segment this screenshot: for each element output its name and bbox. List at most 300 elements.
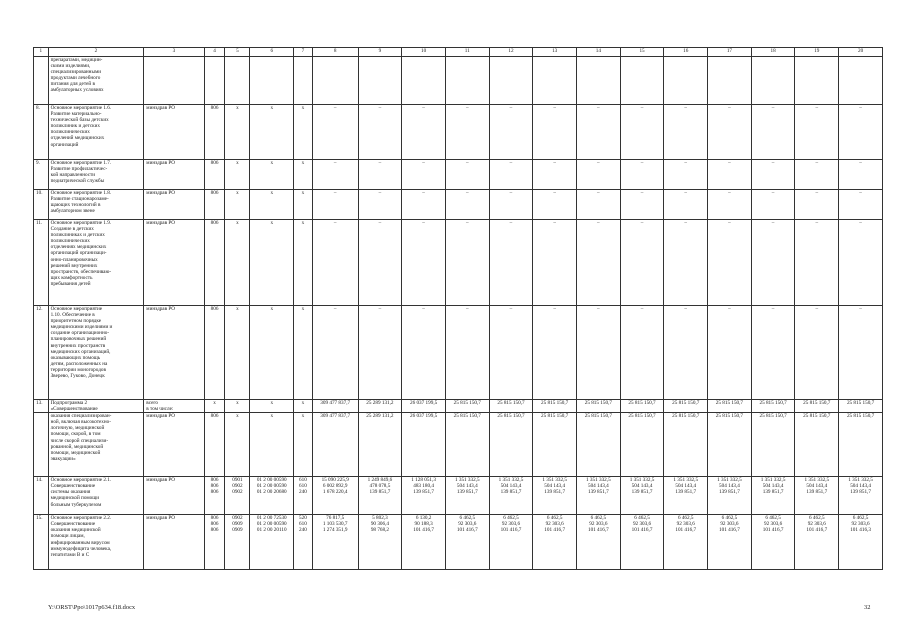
table-row bbox=[34, 105, 883, 160]
cell-line: – bbox=[728, 220, 731, 226]
cell-line: Развитие материально- bbox=[50, 111, 102, 118]
cell-line: пребывания детей bbox=[50, 280, 91, 287]
cell-line: х bbox=[301, 190, 305, 196]
column-header-10: 10 bbox=[402, 48, 446, 57]
cell-line: х bbox=[301, 413, 305, 420]
table-cell-col-6 bbox=[250, 400, 294, 413]
cell-line: 504 143,4 bbox=[762, 483, 784, 490]
table-cell-col-12 bbox=[489, 220, 533, 306]
cell-line: х bbox=[270, 306, 274, 312]
table-cell-col-20 bbox=[839, 220, 883, 306]
table-cell-col-20 bbox=[839, 306, 883, 400]
column-header-2: 2 bbox=[48, 48, 144, 57]
table-cell-col-8 bbox=[312, 413, 358, 477]
cell-line: х bbox=[213, 400, 216, 406]
table-cell-col-9 bbox=[358, 515, 402, 570]
table-row bbox=[34, 413, 883, 477]
table-cell-col-16 bbox=[664, 400, 708, 413]
table-cell-col-4 bbox=[204, 220, 225, 306]
cell-line: 139 851,7 bbox=[762, 489, 784, 496]
cell-line: 25 289 131,2 bbox=[366, 400, 394, 406]
cell-line: помощи лицам, bbox=[50, 533, 85, 540]
cell-line: – bbox=[378, 105, 382, 111]
cell-line: отделений медицинских bbox=[50, 135, 105, 142]
table-cell-col-10 bbox=[402, 477, 446, 515]
table-cell-col-7 bbox=[294, 57, 313, 105]
cell-line: – bbox=[640, 160, 644, 166]
table-cell-col-12 bbox=[489, 477, 533, 515]
cell-line: – bbox=[465, 306, 469, 312]
cell-line: – bbox=[684, 190, 688, 196]
cell-line: 25 815 150,7 bbox=[541, 400, 569, 406]
cell-line: медицинских организаций, bbox=[50, 348, 111, 355]
table-cell-col-7 bbox=[294, 413, 313, 477]
cell-line: 806 bbox=[210, 220, 219, 226]
table-cell-col-20 bbox=[839, 190, 883, 220]
cell-line: 25 815 150,7 bbox=[803, 400, 831, 406]
table-cell-col-3 bbox=[144, 105, 204, 160]
cell-line: отделениях медицинских bbox=[50, 244, 107, 251]
table-cell-col-7 bbox=[294, 400, 313, 413]
cell-line: 309 477 837,7 bbox=[320, 413, 351, 420]
cell-line: 1 103 530,7 bbox=[322, 521, 348, 528]
table-cell-col-6 bbox=[250, 190, 294, 220]
cell-line: 139 851,7 bbox=[369, 489, 391, 496]
cell-line: 1 351 332,5 bbox=[717, 477, 742, 484]
cell-line: – bbox=[859, 306, 862, 312]
cell-line: Основное мероприятие 1.7. bbox=[50, 160, 112, 166]
cell-line: х bbox=[301, 306, 305, 312]
cell-line: 01 2 00 00590 bbox=[256, 521, 287, 528]
table-cell-col-2 bbox=[48, 306, 144, 400]
column-header-5: 5 bbox=[225, 48, 250, 57]
table-cell-col-18 bbox=[751, 105, 795, 160]
cell-line: 11. bbox=[36, 220, 43, 226]
table-cell-col-6 bbox=[250, 220, 294, 306]
cell-line: 6 462,5 bbox=[503, 515, 519, 522]
table-cell-col-8 bbox=[312, 105, 358, 160]
table-cell-col-17 bbox=[708, 160, 752, 190]
table-cell-col-11 bbox=[445, 57, 489, 105]
table-cell-col-16 bbox=[664, 160, 708, 190]
cell-line: 139 851,7 bbox=[456, 489, 478, 496]
table-cell-col-5 bbox=[225, 57, 250, 105]
cell-line: 25 815 150,7 bbox=[584, 400, 612, 406]
table-cell-col-20 bbox=[839, 160, 883, 190]
table-cell-col-14 bbox=[577, 190, 621, 220]
cell-line: 610 bbox=[299, 521, 307, 528]
cell-line: – bbox=[815, 220, 819, 226]
cell-line: поликлинических bbox=[50, 129, 90, 136]
cell-line: амбулаторных условиях bbox=[50, 87, 104, 94]
table-cell-col-19 bbox=[795, 105, 839, 160]
cell-line: 01 2 00 20110 bbox=[256, 527, 287, 534]
table-cell-col-12 bbox=[489, 160, 533, 190]
cell-line: щих комфортность bbox=[50, 274, 93, 281]
table-cell-col-18 bbox=[751, 306, 795, 400]
cell-line: – bbox=[684, 306, 688, 312]
cell-line: оказания специализирован- bbox=[50, 413, 112, 420]
cell-line: 101 416,7 bbox=[587, 527, 609, 534]
table-cell-col-19 bbox=[795, 515, 839, 570]
table-cell-col-3 bbox=[144, 515, 204, 570]
cell-line: – bbox=[553, 105, 556, 111]
cell-line: х bbox=[236, 105, 239, 111]
cell-line: – bbox=[815, 306, 819, 312]
cell-line: 25 815 150,7 bbox=[759, 400, 787, 406]
cell-line: 806 bbox=[210, 413, 219, 420]
cell-line: – bbox=[333, 190, 337, 196]
cell-line: приоритетном порядке bbox=[50, 318, 102, 325]
table-cell-col-15 bbox=[620, 413, 664, 477]
table-cell-col-2 bbox=[48, 477, 144, 515]
cell-line: 806 bbox=[210, 160, 219, 166]
table-cell-col-4 bbox=[204, 515, 225, 570]
cell-line: 1 351 332,5 bbox=[673, 477, 699, 484]
cell-line: – bbox=[859, 220, 862, 226]
cell-line: 25 815 150,7 bbox=[672, 400, 700, 406]
cell-line: – bbox=[771, 220, 775, 226]
cell-line: – bbox=[728, 306, 731, 312]
column-header-3: 3 bbox=[144, 48, 204, 57]
cell-line: – bbox=[728, 190, 731, 196]
cell-line: системы оказания bbox=[50, 489, 91, 496]
table-cell-col-6 bbox=[250, 105, 294, 160]
cell-line: – bbox=[465, 190, 469, 196]
column-header-18: 18 bbox=[751, 48, 795, 57]
table-cell-col-16 bbox=[664, 413, 708, 477]
table-cell-col-14 bbox=[577, 160, 621, 190]
table-cell-col-2 bbox=[48, 220, 144, 306]
cell-line: – bbox=[597, 105, 600, 111]
cell-line: 98 768,2 bbox=[370, 527, 389, 534]
table-cell-col-13 bbox=[533, 477, 577, 515]
cell-line: 15 090 225,9 bbox=[321, 477, 349, 484]
table-cell-col-2 bbox=[48, 160, 144, 190]
cell-line: – bbox=[640, 306, 644, 312]
cell-line: 504 143,4 bbox=[631, 483, 653, 490]
table-cell-col-15 bbox=[620, 105, 664, 160]
table-cell-col-17 bbox=[708, 413, 752, 477]
table-cell-col-17 bbox=[708, 306, 752, 400]
table-cell-col-7 bbox=[294, 515, 313, 570]
cell-line: Основное мероприятие 1.6. bbox=[50, 105, 112, 111]
cell-line: 520 bbox=[299, 515, 307, 522]
table-cell-col-14 bbox=[577, 220, 621, 306]
table-cell-col-1 bbox=[34, 160, 49, 190]
cell-line: 25 815 150,7 bbox=[759, 413, 787, 420]
cell-line: 92 303,6 bbox=[807, 521, 826, 528]
table-cell-col-3 bbox=[144, 160, 204, 190]
cell-line: – bbox=[771, 190, 775, 196]
table-cell-col-17 bbox=[708, 220, 752, 306]
table-cell-col-8 bbox=[312, 57, 358, 105]
cell-line: – bbox=[597, 190, 600, 196]
table-cell-col-8 bbox=[312, 306, 358, 400]
cell-line: 25 815 150,7 bbox=[497, 413, 525, 420]
table-cell-col-9 bbox=[358, 160, 402, 190]
cell-line: Развитие стационарозаме- bbox=[50, 196, 109, 203]
cell-line: 26 037 199,5 bbox=[409, 400, 438, 406]
cell-line: 01 2 00 00590 bbox=[256, 483, 287, 490]
cell-line: минздрав РО bbox=[146, 190, 176, 196]
table-cell-col-6 bbox=[250, 413, 294, 477]
table-cell-col-17 bbox=[708, 477, 752, 515]
cell-line: 25 815 150,7 bbox=[628, 400, 656, 406]
table-cell-col-17 bbox=[708, 105, 752, 160]
cell-line: пространств, обеспечиваю- bbox=[50, 268, 112, 275]
cell-line: – bbox=[640, 220, 644, 226]
cell-line: 0909 bbox=[232, 521, 243, 528]
cell-line: 1 351 332,5 bbox=[804, 477, 830, 484]
table-cell-col-4 bbox=[204, 105, 225, 160]
table-cell-col-7 bbox=[294, 105, 313, 160]
cell-line: больным туберкулезом bbox=[50, 501, 102, 508]
table-cell-col-10 bbox=[402, 306, 446, 400]
table-cell-col-19 bbox=[795, 413, 839, 477]
cell-line: 90 188,3 bbox=[414, 521, 433, 528]
cell-line: 101 416,3 bbox=[850, 527, 871, 534]
cell-line: поликлинических bbox=[50, 238, 90, 245]
cell-line: минздрав РО bbox=[146, 105, 176, 111]
table-cell-col-1 bbox=[34, 57, 49, 105]
cell-line: 610 bbox=[299, 477, 307, 484]
table-cell-col-9 bbox=[358, 306, 402, 400]
table-cell-col-20 bbox=[839, 477, 883, 515]
cell-line: 01 2 00 20680 bbox=[256, 489, 287, 496]
column-header-9: 9 bbox=[358, 48, 402, 57]
table-cell-col-4 bbox=[204, 190, 225, 220]
table-cell-col-19 bbox=[795, 220, 839, 306]
cell-line: – bbox=[422, 220, 425, 226]
table-cell-col-4 bbox=[204, 57, 225, 105]
table-cell-col-18 bbox=[751, 57, 795, 105]
table-cell-col-2 bbox=[48, 105, 144, 160]
cell-line: 25 815 150,7 bbox=[453, 400, 481, 406]
cell-line: 92 303,6 bbox=[545, 521, 564, 528]
table-cell-col-9 bbox=[358, 220, 402, 306]
cell-line: х bbox=[270, 413, 274, 420]
cell-line: 1 351 332,5 bbox=[498, 477, 524, 484]
cell-line: – bbox=[553, 220, 556, 226]
cell-line: рованной, медицинской bbox=[50, 443, 104, 450]
cell-line: 6 462,5 bbox=[459, 515, 476, 522]
cell-line: 504 143,4 bbox=[719, 483, 740, 490]
table-cell-col-20 bbox=[839, 413, 883, 477]
cell-line: Создание в детских bbox=[50, 226, 94, 233]
table-cell-col-13 bbox=[533, 220, 577, 306]
cell-line: – bbox=[422, 306, 425, 312]
table-cell-col-11 bbox=[445, 190, 489, 220]
cell-line: поликлиник и детских bbox=[50, 123, 101, 130]
table-cell-col-4 bbox=[204, 306, 225, 400]
cell-line: питания для детей в bbox=[50, 81, 95, 88]
cell-line: 1 351 332,5 bbox=[454, 477, 480, 484]
column-header-11: 11 bbox=[445, 48, 489, 57]
table-cell-col-19 bbox=[795, 190, 839, 220]
cell-line: 92 303,6 bbox=[676, 521, 695, 528]
cell-line: – bbox=[640, 190, 644, 196]
column-header-1: 1 bbox=[34, 48, 49, 57]
cell-line: 25 815 150,7 bbox=[497, 400, 525, 406]
table-cell-col-12 bbox=[489, 190, 533, 220]
table-cell-col-10 bbox=[402, 400, 446, 413]
cell-line: 139 851,7 bbox=[719, 489, 740, 496]
cell-line: 25 815 150,7 bbox=[541, 413, 569, 420]
table-cell-col-10 bbox=[402, 160, 446, 190]
cell-line: 6 462,5 bbox=[634, 515, 650, 522]
cell-line: 139 851,7 bbox=[587, 489, 609, 496]
table-cell-col-16 bbox=[664, 105, 708, 160]
cell-line: 6 130,2 bbox=[415, 515, 432, 522]
table-cell-col-18 bbox=[751, 190, 795, 220]
cell-line: 25 815 150,7 bbox=[715, 413, 744, 420]
cell-line: – bbox=[771, 306, 775, 312]
cell-line: 1 351 332,5 bbox=[848, 477, 873, 484]
table-row bbox=[34, 400, 883, 413]
cell-line: 806 bbox=[210, 489, 219, 496]
cell-line: – bbox=[553, 190, 556, 196]
cell-line: х bbox=[270, 160, 274, 166]
table-cell-col-8 bbox=[312, 190, 358, 220]
cell-line: – bbox=[684, 220, 688, 226]
cell-line: х bbox=[236, 400, 239, 406]
cell-line: 101 416,7 bbox=[500, 527, 522, 534]
cell-line: 806 bbox=[210, 105, 219, 111]
cell-line: продуктами лечебного bbox=[50, 75, 101, 82]
cell-line: х bbox=[236, 220, 239, 226]
cell-line: – bbox=[422, 190, 425, 196]
table-cell-col-1 bbox=[34, 477, 49, 515]
table-cell-col-5 bbox=[225, 413, 250, 477]
table-cell-col-13 bbox=[533, 57, 577, 105]
table-cell-col-12 bbox=[489, 306, 533, 400]
table-cell-col-5 bbox=[225, 160, 250, 190]
cell-line: – bbox=[465, 105, 469, 111]
table-cell-col-5 bbox=[225, 190, 250, 220]
cell-line: 0909 bbox=[232, 527, 243, 534]
cell-line: – bbox=[422, 160, 425, 166]
table-cell-col-18 bbox=[751, 413, 795, 477]
cell-line: 504 143,4 bbox=[456, 483, 478, 490]
table-cell-col-12 bbox=[489, 515, 533, 570]
table-cell-col-12 bbox=[489, 105, 533, 160]
cell-line: – bbox=[465, 160, 469, 166]
cell-line: 806 bbox=[210, 306, 219, 312]
cell-line: Основное мероприятие 1.9. bbox=[50, 220, 112, 226]
cell-line: 1 351 332,5 bbox=[542, 477, 567, 484]
cell-line: – bbox=[728, 105, 731, 111]
table-cell-col-10 bbox=[402, 413, 446, 477]
cell-line: Зверево, Гуково, Донецк bbox=[50, 373, 105, 380]
cell-line: – bbox=[815, 160, 819, 166]
cell-line: 504 143,4 bbox=[675, 483, 697, 490]
table-cell-col-11 bbox=[445, 515, 489, 570]
cell-line: – bbox=[728, 160, 731, 166]
cell-line: 6 462,5 bbox=[546, 515, 563, 522]
table-cell-col-14 bbox=[577, 105, 621, 160]
table-cell-col-16 bbox=[664, 220, 708, 306]
table-cell-col-1 bbox=[34, 105, 49, 160]
table-cell-col-8 bbox=[312, 220, 358, 306]
cell-line: 504 143,4 bbox=[806, 483, 828, 490]
table-cell-col-2 bbox=[48, 413, 144, 477]
cell-line: – bbox=[771, 160, 775, 166]
cell-line: – bbox=[509, 306, 513, 312]
table-row bbox=[34, 515, 883, 570]
cell-line: – bbox=[378, 160, 382, 166]
cell-line: 12. bbox=[36, 306, 43, 312]
cell-line: 25 815 150,7 bbox=[846, 413, 875, 420]
cell-line: всего bbox=[146, 400, 158, 406]
table-cell-col-2 bbox=[48, 190, 144, 220]
table-cell-col-20 bbox=[839, 57, 883, 105]
table-body bbox=[34, 57, 883, 570]
cell-line: 504 143,4 bbox=[544, 483, 566, 490]
page-number: 32 bbox=[864, 604, 871, 611]
table-cell-col-16 bbox=[664, 306, 708, 400]
cell-line: – bbox=[597, 306, 600, 312]
table-cell-col-3 bbox=[144, 220, 204, 306]
table-cell-col-1 bbox=[34, 413, 49, 477]
table-row bbox=[34, 477, 883, 515]
cell-line: детям, расположенных на bbox=[50, 360, 108, 367]
cell-line: щающих технологий в bbox=[50, 202, 101, 209]
cell-line: 101 416,7 bbox=[762, 527, 784, 534]
cell-line: территории моногородов bbox=[50, 366, 106, 373]
table-cell-col-12 bbox=[489, 413, 533, 477]
cell-line: 25 815 150,7 bbox=[584, 413, 612, 420]
cell-line: 92 303,6 bbox=[720, 521, 739, 528]
cell-line: 25 815 150,7 bbox=[672, 413, 700, 420]
table-cell-col-11 bbox=[445, 413, 489, 477]
table-cell-col-4 bbox=[204, 413, 225, 477]
cell-line: 483 180,4 bbox=[413, 483, 434, 490]
table-cell-col-11 bbox=[445, 306, 489, 400]
cell-line: 806 bbox=[210, 521, 219, 528]
cell-line: х bbox=[301, 160, 305, 166]
cell-line: планировочных решений bbox=[50, 336, 107, 343]
column-header-12: 12 bbox=[489, 48, 533, 57]
cell-line: Основное мероприятие 2.2. bbox=[50, 515, 112, 522]
cell-line: – bbox=[378, 190, 382, 196]
cell-line: 6 462,5 bbox=[590, 515, 607, 522]
table-cell-col-3 bbox=[144, 57, 204, 105]
cell-line: логичную, медицинской bbox=[50, 425, 105, 432]
cell-line: числе скорой специализи- bbox=[50, 437, 109, 444]
cell-line: 610 bbox=[299, 483, 307, 490]
cell-line: 25 815 150,7 bbox=[453, 413, 481, 420]
table-cell-col-19 bbox=[795, 306, 839, 400]
cell-line: решений внутренних bbox=[50, 262, 98, 269]
table-cell-col-19 bbox=[795, 400, 839, 413]
table-row bbox=[34, 57, 883, 105]
cell-line: 6 462,5 bbox=[852, 515, 869, 522]
cell-line: 25 815 150,7 bbox=[628, 413, 656, 420]
cell-line: педиатрической службы bbox=[50, 178, 105, 185]
cell-line: 6 002 892,9 bbox=[322, 483, 348, 490]
table-cell-col-1 bbox=[34, 220, 49, 306]
cell-line: инфицированным вирусом bbox=[50, 539, 110, 546]
column-header-13: 13 bbox=[533, 48, 577, 57]
table-cell-col-2 bbox=[48, 57, 144, 105]
cell-line: 90 306,4 bbox=[370, 521, 389, 528]
cell-line: 9. bbox=[36, 160, 40, 166]
cell-line: – bbox=[378, 306, 382, 312]
cell-line: в том числе: bbox=[146, 406, 174, 413]
table-cell-col-15 bbox=[620, 220, 664, 306]
table-cell-col-6 bbox=[250, 477, 294, 515]
